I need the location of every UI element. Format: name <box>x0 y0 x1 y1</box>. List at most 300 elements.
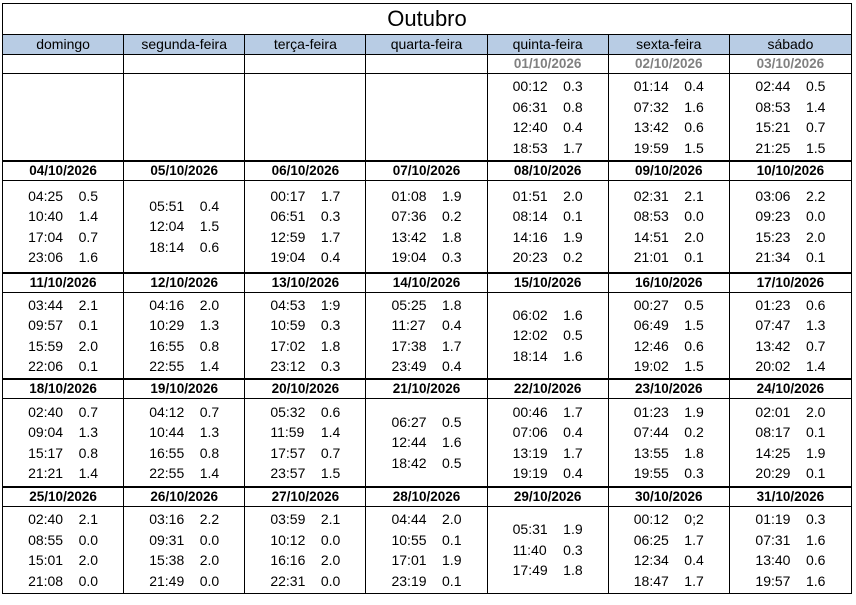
tide-time: 05:51 <box>149 197 185 214</box>
day-date: 10/10/2026 <box>756 163 825 178</box>
tide-time: 18:42 <box>391 454 427 471</box>
tide-height: 0.4 <box>563 424 583 440</box>
tide-height: 1.5 <box>684 317 704 333</box>
tide-height: 0.1 <box>78 317 99 333</box>
tide-time: 12:40 <box>512 119 548 135</box>
tide-time: 00:46 <box>512 403 548 420</box>
tide-height: 1.8 <box>684 444 704 461</box>
tide-entry <box>28 530 98 551</box>
day-cell <box>3 507 124 593</box>
tide-entry <box>28 206 98 227</box>
tide-height: 0.0 <box>684 208 704 224</box>
tide-height: 1.6 <box>563 347 583 364</box>
tide-height: 0.5 <box>563 327 583 344</box>
day-cell <box>124 507 245 593</box>
tide-time: 19:19 <box>512 465 548 481</box>
tide-entry <box>634 509 704 530</box>
tide-time: 16:55 <box>149 337 185 354</box>
tide-height: 2.1 <box>78 296 99 313</box>
tide-time: 14:25 <box>755 444 791 461</box>
tide-entry <box>755 227 825 248</box>
tide-height: 0.5 <box>442 413 462 430</box>
tide-height: 0.6 <box>199 238 220 255</box>
weekday-header: segunda-feira <box>124 35 245 54</box>
tide-entry <box>634 206 704 227</box>
tide-height: 1.8 <box>563 562 583 579</box>
tide-entry <box>270 206 340 227</box>
tide-height: 0.0 <box>78 572 99 589</box>
tide-entry <box>391 412 461 433</box>
tide-height: 1.7 <box>320 187 341 204</box>
date-row <box>3 488 851 507</box>
tide-entry <box>513 519 583 540</box>
tide-time: 15:17 <box>28 444 64 461</box>
tide-time: 13:19 <box>512 444 548 461</box>
tide-time: 13:40 <box>755 552 791 568</box>
tide-height: 1.6 <box>805 572 826 589</box>
tide-time: 09:57 <box>28 317 64 333</box>
day-cell <box>366 293 487 378</box>
tide-time: 12:34 <box>633 552 669 568</box>
tide-height: 0.8 <box>563 98 583 115</box>
tide-height: 0.4 <box>442 358 462 374</box>
tide-time: 23:12 <box>270 358 306 374</box>
tide-time: 20:29 <box>755 465 791 481</box>
tide-height: 1.5 <box>684 139 704 156</box>
tide-calendar <box>2 3 852 594</box>
tide-height: 0.2 <box>563 249 583 265</box>
tide-height: 2.0 <box>199 552 220 568</box>
week-row <box>3 274 851 380</box>
tide-height: 0.1 <box>442 531 462 548</box>
tide-time: 19:04 <box>391 249 427 265</box>
day-cell <box>730 507 851 593</box>
tide-entry <box>391 315 461 336</box>
tide-entry <box>391 227 461 248</box>
tide-entry <box>391 295 461 316</box>
tide-height: 1.5 <box>684 358 704 374</box>
tide-time: 14:16 <box>512 228 548 245</box>
tide-entry <box>634 117 704 138</box>
day-cell <box>488 507 609 593</box>
day-date: 28/10/2026 <box>366 488 487 506</box>
tide-height: 1.9 <box>442 187 462 204</box>
tide-entry <box>149 530 219 551</box>
tide-time: 17:38 <box>391 337 427 354</box>
tide-entry <box>513 227 583 248</box>
tide-entry <box>755 530 825 551</box>
day-cell <box>488 74 609 160</box>
tide-height: 1.3 <box>805 317 826 333</box>
day-date: 01/10/2026 <box>488 55 609 73</box>
tide-row <box>3 293 851 378</box>
tide-entry <box>28 356 98 377</box>
tide-height: 0.1 <box>563 208 583 224</box>
tide-time: 19:57 <box>755 572 791 589</box>
tide-height: 0.3 <box>320 317 341 333</box>
tide-height: 0.4 <box>563 119 583 135</box>
tide-time: 06:25 <box>633 531 669 548</box>
tide-entry <box>634 76 704 97</box>
day-date <box>3 55 124 73</box>
weekday-header: quinta-feira <box>488 35 609 54</box>
tide-entry <box>270 295 340 316</box>
tide-time: 20:23 <box>512 249 548 265</box>
tide-height: 2.2 <box>805 187 826 204</box>
tide-entry <box>28 443 98 464</box>
tide-height: 0.3 <box>442 249 462 265</box>
day-date: 08/10/2026 <box>488 162 609 180</box>
tide-height: 2.1 <box>78 511 99 527</box>
tide-entry <box>28 571 98 592</box>
tide-time: 21:49 <box>149 572 185 589</box>
tide-time: 19:59 <box>633 139 669 156</box>
day-date: 19/10/2026 <box>124 380 245 398</box>
day-cell <box>609 181 730 272</box>
tide-height: 1.7 <box>563 403 583 420</box>
tide-entry <box>634 315 704 336</box>
tide-height: 0.4 <box>442 317 462 333</box>
tide-entry <box>755 117 825 138</box>
tide-time: 23:57 <box>270 465 306 481</box>
date-row <box>3 380 851 399</box>
tide-height: 1.8 <box>442 296 462 313</box>
tide-time: 09:31 <box>149 531 185 548</box>
tide-entry <box>513 443 583 464</box>
tide-time: 06:49 <box>633 317 669 333</box>
day-date: 27/10/2026 <box>245 488 366 506</box>
tide-entry <box>149 295 219 316</box>
tide-time: 11:59 <box>270 424 305 440</box>
tide-height: 1.8 <box>442 228 462 245</box>
day-date: 26/10/2026 <box>124 488 245 506</box>
tide-height: 0;2 <box>684 511 704 527</box>
tide-height: 0.1 <box>805 465 826 481</box>
tide-height: 0.0 <box>199 572 220 589</box>
tide-entry <box>755 186 825 207</box>
tide-height: 0.4 <box>199 197 220 214</box>
tide-height: 1.7 <box>320 228 341 245</box>
tide-time: 17:01 <box>391 552 427 568</box>
tide-entry <box>270 422 340 443</box>
weekday-header: domingo <box>3 35 124 54</box>
tide-entry <box>28 336 98 357</box>
tide-time: 11:27 <box>391 317 426 333</box>
week-row <box>3 162 851 274</box>
tide-entry <box>634 295 704 316</box>
tide-height: 0.2 <box>442 208 462 224</box>
tide-entry <box>149 196 219 217</box>
tide-entry <box>28 422 98 443</box>
tide-height: 0.4 <box>320 249 341 265</box>
tide-entry <box>149 216 219 237</box>
tide-entry <box>391 432 461 453</box>
day-date: 05/10/2026 <box>124 162 245 180</box>
tide-time: 20:02 <box>755 358 791 374</box>
day-cell <box>366 507 487 593</box>
tide-entry <box>28 509 98 530</box>
tide-height: 2.0 <box>78 337 99 354</box>
tide-time: 15:38 <box>149 552 185 568</box>
tide-entry <box>270 186 340 207</box>
tide-time: 10:12 <box>270 531 306 548</box>
tide-entry <box>270 402 340 423</box>
tide-entry <box>270 356 340 377</box>
tide-entry <box>755 247 825 268</box>
weekday-header: terça-feira <box>245 35 366 54</box>
tide-entry <box>755 422 825 443</box>
tide-time: 06:51 <box>270 208 306 224</box>
tide-time: 23:06 <box>28 249 64 265</box>
tide-time: 00:27 <box>633 296 669 313</box>
tide-entry <box>513 463 583 484</box>
tide-entry <box>513 76 583 97</box>
tide-height: 0.5 <box>684 296 704 313</box>
tide-time: 22:31 <box>270 572 306 589</box>
tide-height: 1.4 <box>199 358 220 374</box>
date-row <box>3 274 851 293</box>
tide-time: 18:14 <box>149 238 185 255</box>
tide-time: 02:44 <box>755 78 791 94</box>
tide-entry <box>634 530 704 551</box>
tide-height: 0.6 <box>805 296 826 313</box>
tide-time: 13:42 <box>633 119 669 135</box>
tide-time: 01:14 <box>633 78 669 94</box>
tide-entry <box>270 530 340 551</box>
tide-time: 17:49 <box>512 562 548 579</box>
tide-row <box>3 181 851 272</box>
tide-entry <box>513 186 583 207</box>
day-cell <box>124 74 245 160</box>
tide-time: 22:55 <box>149 358 185 374</box>
tide-time: 21:01 <box>633 249 669 265</box>
tide-height: 0.3 <box>684 465 704 481</box>
tide-height: 2.0 <box>442 511 462 527</box>
tide-entry <box>270 315 340 336</box>
tide-height: 0.6 <box>684 337 704 354</box>
tide-height: 1.6 <box>78 249 99 265</box>
tide-height: 1.7 <box>442 337 462 354</box>
tide-entry <box>634 443 704 464</box>
tide-time: 04:12 <box>149 403 185 420</box>
tide-height: 1.4 <box>78 208 99 224</box>
week-row <box>3 488 851 593</box>
tide-height: 2.2 <box>199 511 220 527</box>
tide-entry <box>634 356 704 377</box>
tide-time: 22:55 <box>149 465 185 481</box>
day-cell <box>3 181 124 272</box>
tide-entry <box>634 550 704 571</box>
tide-height: 1.7 <box>684 531 704 548</box>
tide-row <box>3 399 851 486</box>
tide-entry <box>270 571 340 592</box>
tide-time: 21:08 <box>28 572 64 589</box>
tide-height: 1.3 <box>78 424 99 440</box>
tide-entry <box>513 305 583 326</box>
tide-time: 03:44 <box>28 296 64 313</box>
tide-time: 04:16 <box>149 296 185 313</box>
day-date: 21/10/2026 <box>366 380 487 398</box>
day-cell <box>609 399 730 486</box>
tide-time: 08:55 <box>28 531 64 548</box>
tide-time: 17:04 <box>28 228 64 245</box>
tide-height: 2.0 <box>805 228 826 245</box>
tide-time: 08:53 <box>633 208 669 224</box>
tide-entry <box>513 560 583 581</box>
tide-height: 1:9 <box>320 296 341 313</box>
tide-time: 12:59 <box>270 228 306 245</box>
tide-entry <box>513 422 583 443</box>
day-date: 15/10/2026 <box>488 274 609 292</box>
tide-time: 09:23 <box>755 208 791 224</box>
tide-time: 06:27 <box>391 413 427 430</box>
tide-height: 0.5 <box>442 454 462 471</box>
tide-time: 16:55 <box>149 444 185 461</box>
tide-entry <box>28 295 98 316</box>
tide-time: 18:47 <box>633 572 669 589</box>
tide-entry <box>513 247 583 268</box>
day-cell <box>3 293 124 378</box>
tide-time: 07:06 <box>512 424 548 440</box>
tide-time: 08:14 <box>512 208 548 224</box>
tide-time: 01:19 <box>755 511 791 527</box>
tide-time: 21:21 <box>28 465 64 481</box>
day-cell <box>3 399 124 486</box>
day-date <box>245 55 366 73</box>
tide-entry <box>270 550 340 571</box>
tide-height: 0.1 <box>78 358 99 374</box>
tide-height: 1.6 <box>805 531 826 548</box>
day-cell <box>488 399 609 486</box>
day-cell <box>730 399 851 486</box>
tide-time: 01:08 <box>391 187 427 204</box>
tide-height: 1.4 <box>78 465 99 481</box>
tide-height: 1.4 <box>805 358 826 374</box>
tide-height: 0.1 <box>805 249 826 265</box>
tide-time: 10:55 <box>391 531 427 548</box>
tide-time: 02:40 <box>28 511 64 527</box>
tide-time: 10:29 <box>149 317 185 333</box>
day-cell <box>730 293 851 378</box>
tide-height: 1.6 <box>442 434 462 451</box>
tide-entry <box>755 402 825 423</box>
tide-time: 00:17 <box>270 187 306 204</box>
tide-height: 1.4 <box>320 424 341 440</box>
tide-height: 0.3 <box>805 511 826 527</box>
tide-entry <box>391 336 461 357</box>
day-date <box>366 55 487 73</box>
tide-time: 11:40 <box>512 541 547 558</box>
tide-height: 1.3 <box>199 317 220 333</box>
tide-entry <box>634 422 704 443</box>
day-cell <box>609 507 730 593</box>
tide-entry <box>391 530 461 551</box>
tide-height: 1.7 <box>563 139 583 156</box>
tide-height: 0.1 <box>684 249 704 265</box>
tide-time: 08:53 <box>755 98 791 115</box>
tide-time: 21:34 <box>755 249 791 265</box>
day-cell <box>609 74 730 160</box>
tide-time: 06:31 <box>512 98 548 115</box>
tide-entry <box>149 237 219 258</box>
tide-time: 13:55 <box>633 444 669 461</box>
day-date: 17/10/2026 <box>756 275 825 290</box>
tide-height: 0.4 <box>684 552 704 568</box>
tide-height: 0.0 <box>805 208 826 224</box>
tide-entry <box>391 186 461 207</box>
tide-entry <box>755 443 825 464</box>
tide-entry <box>634 138 704 159</box>
tide-time: 17:02 <box>270 337 306 354</box>
tide-entry <box>634 463 704 484</box>
tide-height: 0.7 <box>78 228 99 245</box>
tide-entry <box>28 247 98 268</box>
weekday-header: sábado <box>767 36 814 52</box>
tide-time: 09:04 <box>28 424 64 440</box>
weekday-header: sexta-feira <box>609 35 730 54</box>
tide-entry <box>149 315 219 336</box>
tide-entry <box>634 336 704 357</box>
tide-entry <box>391 356 461 377</box>
tide-time: 21:25 <box>755 139 791 156</box>
tide-time: 05:25 <box>391 296 427 313</box>
tide-entry <box>634 186 704 207</box>
tide-time: 04:25 <box>28 187 64 204</box>
tide-height: 0.3 <box>563 78 583 94</box>
tide-height: 0.7 <box>320 444 341 461</box>
tide-entry <box>391 550 461 571</box>
tide-entry <box>755 571 825 592</box>
day-date <box>124 55 245 73</box>
tide-height: 0.7 <box>78 403 99 420</box>
tide-time: 12:44 <box>391 434 427 451</box>
tide-height: 0.4 <box>563 465 583 481</box>
tide-height: 0.6 <box>805 552 826 568</box>
tide-entry <box>755 97 825 118</box>
tide-height: 0.8 <box>199 444 220 461</box>
tide-time: 18:14 <box>512 347 548 364</box>
tide-height: 2.0 <box>684 228 704 245</box>
date-row <box>3 55 851 74</box>
tide-height: 0.1 <box>805 424 826 440</box>
tide-entry <box>755 76 825 97</box>
tide-time: 10:40 <box>28 208 64 224</box>
tide-entry <box>755 295 825 316</box>
tide-height: 1.6 <box>563 306 583 323</box>
tide-entry <box>513 325 583 346</box>
tide-row <box>3 507 851 593</box>
tide-time: 17:57 <box>270 444 306 461</box>
tide-height: 0.3 <box>320 358 341 374</box>
calendar-weeks <box>3 55 851 593</box>
tide-entry <box>28 402 98 423</box>
day-date: 18/10/2026 <box>3 380 124 398</box>
day-date: 31/10/2026 <box>756 489 825 504</box>
tide-height: 1.4 <box>805 98 826 115</box>
tide-entry <box>391 571 461 592</box>
tide-time: 22:06 <box>28 358 64 374</box>
tide-entry <box>391 509 461 530</box>
tide-height: 0.0 <box>320 531 341 548</box>
tide-height: 1.5 <box>199 218 220 235</box>
tide-entry <box>149 402 219 423</box>
tide-time: 01:51 <box>512 187 548 204</box>
tide-height: 0.0 <box>78 531 99 548</box>
tide-time: 19:55 <box>633 465 669 481</box>
tide-time: 05:32 <box>270 403 306 420</box>
tide-time: 00:12 <box>633 511 669 527</box>
tide-entry <box>270 509 340 530</box>
